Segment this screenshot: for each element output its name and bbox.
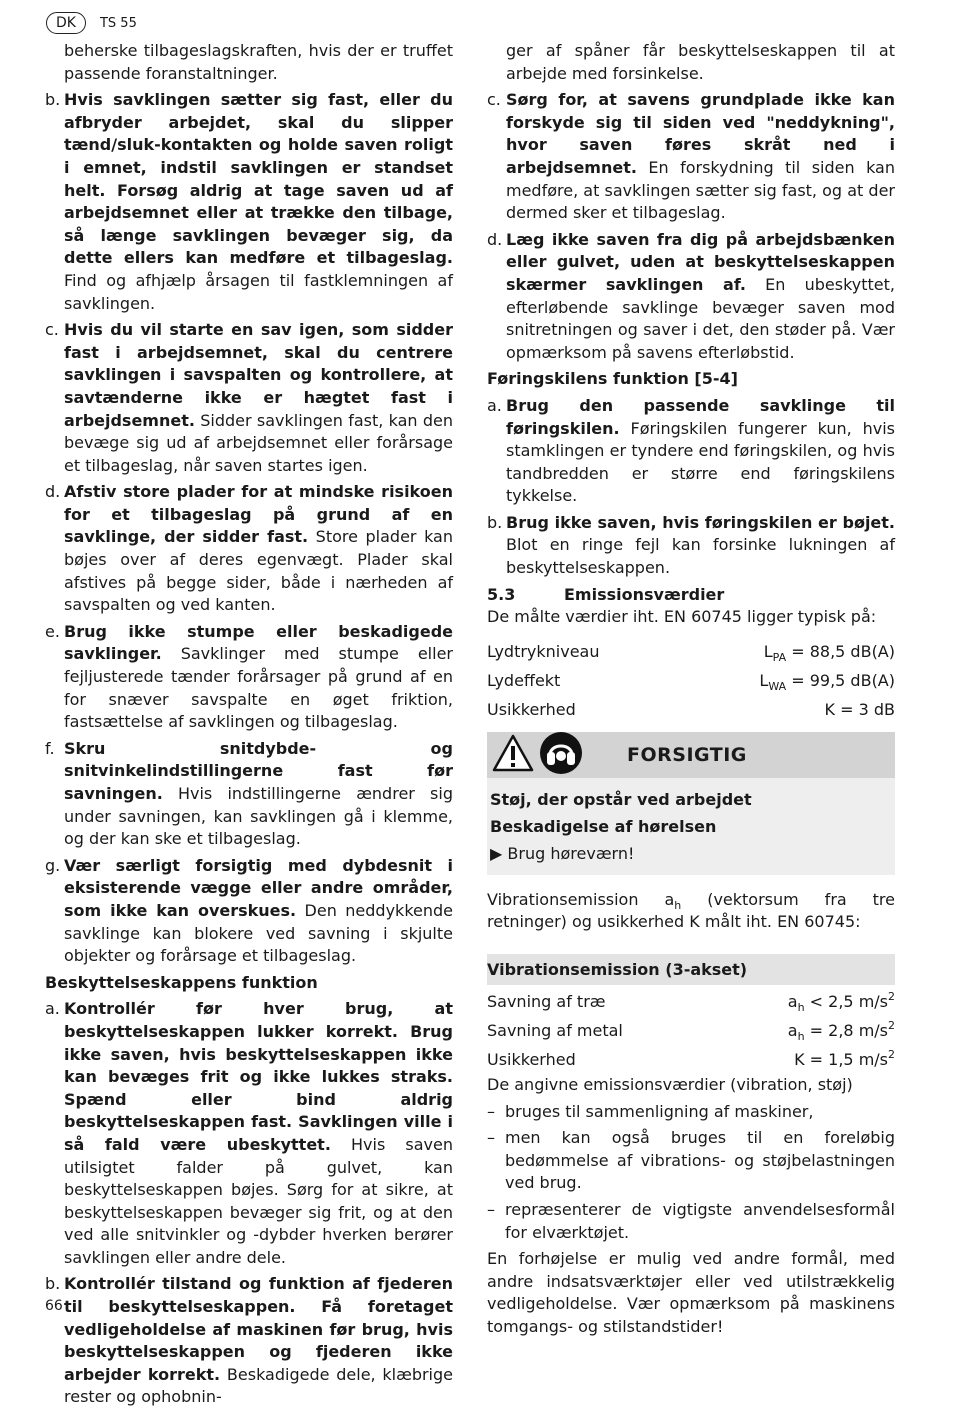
- value-name: Savning af træ: [487, 992, 606, 1012]
- dash-marker: –: [487, 1101, 495, 1121]
- explanation-text: En ubeskyttet, efterløbende savklinge bevæger saven mod snitretningen og saver i det, den støder på. Vær opmærksom på savens efterløbstid.: [506, 274, 895, 362]
- explanation-text: En forskydning til siden kan medføre, at savklingen sætter sig fast, og at der dermed sker et tilbageslag.: [506, 157, 895, 223]
- list-label: d.: [487, 229, 503, 249]
- list-item: [45, 1273, 453, 1409]
- riving-knife-list: [487, 395, 895, 580]
- list-item: [45, 855, 453, 968]
- value-row: [487, 1016, 895, 1045]
- explanation-text: Sidder savklingen fast, kan den bevæge sig ud af arbejdsemnet eller forårsage et tilbageslag, når saven startes igen.: [64, 410, 453, 475]
- bullet-item: – men kan også bruges til en foreløbig bedømmelse af vibrations- og støjbelastningen ved brug.: [487, 1127, 895, 1195]
- instruction-bold: Sørg for, at savens grundplade ikke kan forskyde sig til siden ved "neddykning", hvor saven føres skråt ned i arbejdsemnet.: [506, 90, 895, 177]
- language-badge: DK: [46, 12, 86, 34]
- list-item: [45, 738, 453, 851]
- instruction-bold: Skru snitdybde- og snitvinkelindstillingerne fast før savningen.: [64, 738, 453, 803]
- list-item: [487, 395, 895, 508]
- vibration-heading: Vibrationsemission (3-akset): [487, 954, 895, 985]
- value-name: Usikkerhed: [487, 699, 576, 719]
- list-item: [487, 229, 895, 365]
- ear-protection-icon: [539, 731, 583, 779]
- warning-title: FORSIGTIG: [627, 743, 747, 766]
- dash-marker: –: [487, 1200, 495, 1219]
- warning-header: [487, 732, 895, 778]
- list-label: g.: [45, 855, 61, 875]
- list-label: f.: [45, 738, 55, 758]
- explanation-text: Store plader kan bøjes over af deres egenvægt. Plader skal afstives på begge sider, både i nærheden af savspalten og ved kanten.: [64, 527, 454, 615]
- value-figure: $L_{WA} = 99,5$ dB(A): [759, 670, 895, 693]
- value-row: [487, 637, 895, 666]
- explanation-text: Hvis saven utilsigtet falder på gulvet, kan beskyttelseskappen bøjes. Sørg for at sikre, at beskyttelseskappen bevæger sig frit, og at den ved alle snitvinkler og -dybder hverken berører savklingen eller andre dele.: [64, 1134, 454, 1267]
- list-label: e.: [45, 621, 60, 641]
- instruction-bold: Kontrollér tilstand og funktion af fjederen til beskyttelseskappen. Få foretaget vedligeholdelse af maskinen før brug, hvis beskyttelseskappen og fjederen ikke arbejder korrekt.: [64, 1274, 453, 1384]
- list-label: c.: [487, 90, 501, 110]
- list-label: a.: [487, 395, 502, 415]
- guard-list: [45, 998, 453, 1409]
- section-heading: Beskyttelseskappens funktion: [45, 972, 318, 992]
- list-item: [487, 40, 895, 85]
- continuation-text: beherske tilbageslagskraften, hvis der er truffet passende foranstaltninger.: [64, 41, 453, 83]
- dash-marker: –: [487, 1128, 495, 1148]
- warning-triangle-icon: [491, 733, 535, 777]
- list-item: [45, 319, 453, 477]
- closing-paragraph: En forhøjelse er mulig ved andre formål, med andre indsatsværktøjer eller ved utilstrækkelig vedligeholdelse. Vær opmærksom på maskinens tomgangs- og stilstandstider!: [487, 1249, 895, 1336]
- instruction-bold: Brug ikke saven, hvis føringskilen er bøjet.: [506, 512, 895, 532]
- bullet-item: – repræsenterer de vigtigste anvendelsesformål for elværktøjet.: [487, 1199, 895, 1244]
- value-name: Usikkerhed: [487, 1050, 576, 1070]
- instruction-bold: Afstiv store plader for at mindske risikoen for et tilbageslag på grund af en savklinge, der sidder fast.: [64, 482, 453, 547]
- explanation-text: Føringskilen fungerer kun, hvis stamklingen er tyndere end føringskilen, og hvis tandbredden er større end føringskilens tykkelse.: [506, 418, 895, 506]
- instruction-bold: Læg ikke saven fra dig på arbejdsbænken eller gulvet, uden at beskyttelseskappen skærmer savklingen af.: [506, 229, 895, 294]
- warning-consequence: Beskadigelse af hørelsen: [490, 816, 717, 836]
- page-header: [46, 12, 137, 34]
- value-figure: $a_h < 2,5$ $m/s^2$: [787, 990, 895, 1015]
- value-row: [487, 1045, 895, 1074]
- value-name: Savning af metal: [487, 1021, 623, 1041]
- note-intro: De angivne emissionsværdier (vibration, støj): [487, 1075, 853, 1095]
- section-title: Emissionsværdier: [564, 584, 725, 604]
- list-item: [45, 40, 453, 85]
- value-row: [487, 987, 895, 1016]
- list-label: d.: [45, 482, 61, 502]
- explanation-text: Savklinger med stumpe eller fejljusterede tænder forårsager på grund af en for snæver savspalte en øget friktion, fastsættelse af savklingen og tilbageslag.: [64, 644, 453, 732]
- value-figure: K = 3 dB: [824, 699, 895, 719]
- value-name: Lydeffekt: [487, 670, 561, 690]
- right-column: [487, 40, 895, 1339]
- continuation-text: ger af spåner får beskyttelseskappen til at arbejde med forsinkelse.: [506, 41, 895, 83]
- instruction-bold: Vær særligt forsigtig med dybdesnit i eksisterende vægge eller andre områder, som ikke kan overskues.: [64, 855, 453, 920]
- instruction-bold: Brug ikke stumpe eller beskadigede savklinger.: [64, 621, 453, 664]
- value-name: Lydtrykniveau: [487, 641, 600, 661]
- instruction-bold: Hvis du vil starte en sav igen, som sidder fast i arbejdsemnet, skal du centrere savklingen i savspalten og kontrollere, at savtænderne ikke er hægtet fast i arbejdsemnet.: [64, 320, 453, 430]
- list-label: a.: [45, 999, 60, 1019]
- safety-list: [45, 89, 453, 968]
- warning-box: [487, 732, 895, 875]
- explanation-text: Blot en ringe fejl kan forsinke lukningen af beskyttelseskappen.: [506, 535, 895, 578]
- vibration-table: [487, 987, 895, 1074]
- warning-action: ▶ Brug høreværn!: [490, 843, 635, 863]
- value-figure: $L_{PA} = 88,5$ dB(A): [763, 641, 895, 664]
- emission-table: [487, 637, 895, 724]
- list-label: b.: [45, 1274, 61, 1294]
- bullet-item: – bruges til sammenligning af maskiner,: [487, 1101, 895, 1124]
- vibration-intro: Vibrationsemission $a_h$ (vektorsum fra tre retninger) og usikkerhed K målt iht. EN 60745:: [487, 889, 895, 932]
- play-arrow-icon: ▶: [490, 843, 503, 863]
- list-item: [487, 89, 895, 225]
- explanation-text: Den neddykkende savklinge kan blokere ved savning i skjulte objekter og forårsage et tilbageslag.: [64, 900, 453, 966]
- emission-intro: De målte værdier iht. EN 60745 ligger typisk på:: [487, 607, 877, 627]
- explanation-text: Find og afhjælp årsagen til fastklemningen af savklingen.: [64, 270, 453, 313]
- section-number: 5.3: [487, 584, 516, 604]
- explanation-text: Hvis indstillingerne ændrer sig under savningen, kan savklingen gå i klemme, og der kan ske et tilbageslag.: [64, 784, 453, 849]
- instruction-bold: Brug den passende savklinge til føringskilen.: [506, 395, 895, 438]
- value-row: [487, 666, 895, 695]
- list-label: b.: [45, 90, 61, 110]
- left-column: [45, 40, 453, 1413]
- value-figure: K = 1,5 $m/s^2$: [794, 1048, 895, 1070]
- list-item: [45, 89, 453, 315]
- instruction-bold: Kontrollér før hver brug, at beskyttelseskappen lukker korrekt. Brug ikke saven, hvis beskyttelseskappen ikke kan bevæges frit og ikke lukkes straks. Spænd eller bind aldrig beskyttelseskappen fast. Savklingen ville i så fald være ubeskyttet.: [64, 999, 453, 1154]
- emission-section-title: [487, 584, 895, 607]
- list-item: [45, 998, 453, 1269]
- explanation-text: Beskadigede dele, klæbrige rester og ophobnin-: [64, 1364, 453, 1407]
- list-item: [487, 512, 895, 580]
- list-label: c.: [45, 320, 59, 340]
- section-heading: Føringskilens funktion [5-4]: [487, 369, 738, 389]
- model-name: TS 55: [99, 15, 137, 31]
- value-row: [487, 695, 895, 724]
- guard-list-cont: [487, 89, 895, 364]
- value-figure: $a_h = 2,8$ $m/s^2$: [787, 1019, 895, 1044]
- list-item: [45, 481, 453, 617]
- instruction-bold: Hvis savklingen sætter sig fast, eller du afbryder arbejdet, skal du slipper tænd/sluk-kontakten og holde saven roligt i emnet, indstil savklingen er standset helt. Forsøg aldrig at tage saven ud af arbejdsemnet eller at trække den tilbage, så længe savklingen bevæger sig, da dette ellers kan medføre et tilbageslag.: [64, 90, 453, 268]
- page-number: 66: [45, 1298, 63, 1314]
- list-item: [45, 621, 453, 734]
- list-label: b.: [487, 512, 503, 532]
- warning-cause: Støj, der opstår ved arbejdet: [490, 789, 752, 809]
- bullet-list: [487, 1101, 895, 1245]
